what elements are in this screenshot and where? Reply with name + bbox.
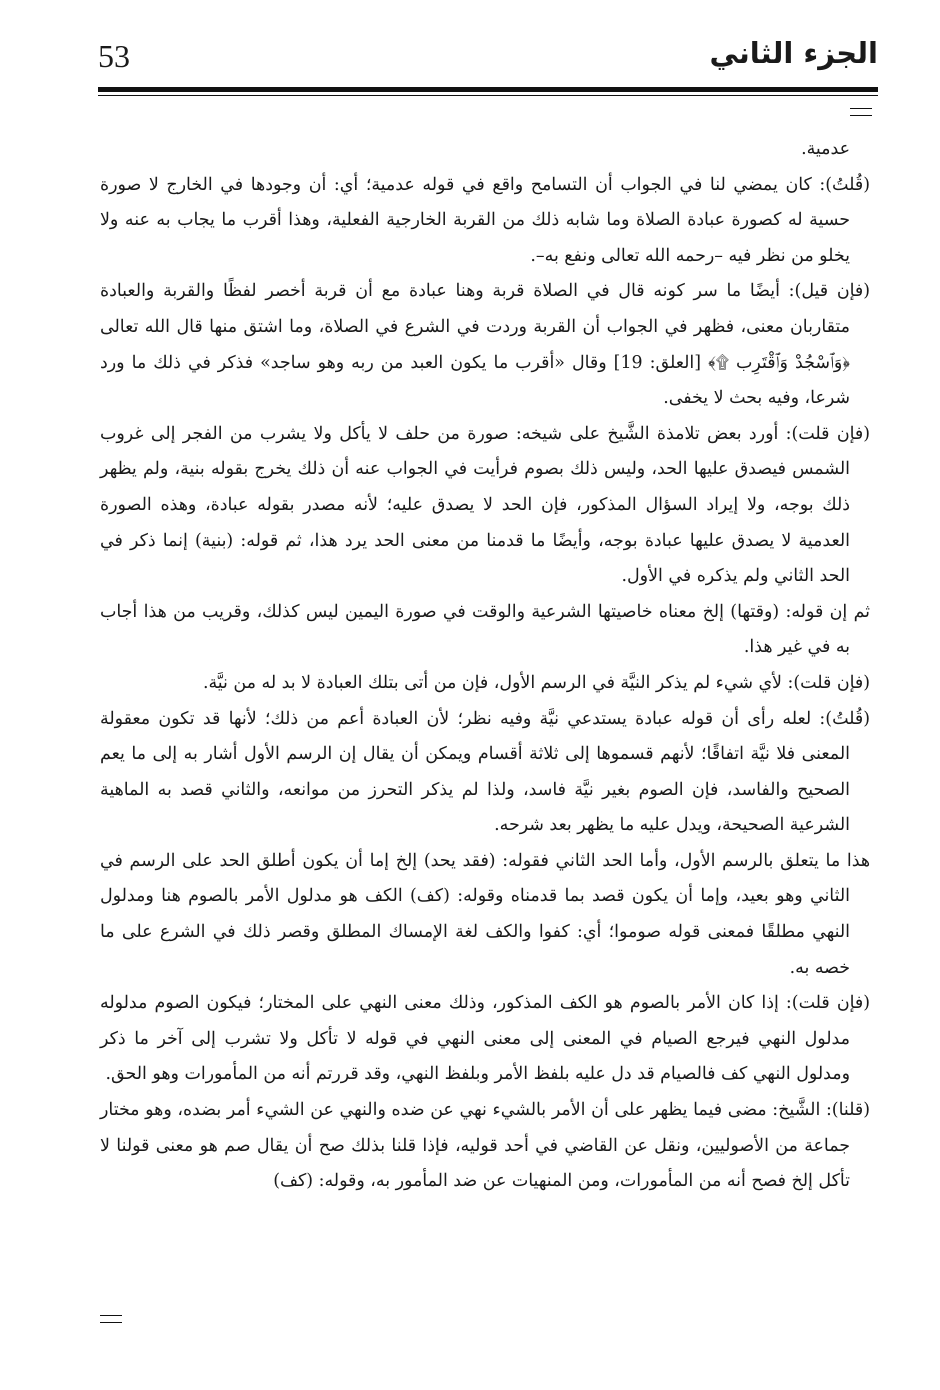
body-text xyxy=(100,132,870,1200)
header-rule-thick xyxy=(98,87,878,92)
paragraph: (قُلتُ): كان يمضي لنا في الجواب أن التسامح واقع في قوله عدمية؛ أي: أن وجودها في الخارج لا صورة حسية له كصورة عبادة الصلاة وما شابه ذلك من القربة الخارجية الفعلية، وهذا أقرب ما يجاب به عنه ولا يخلو من نظر فيه –رحمه الله تعالى ونفع به–. xyxy=(100,174,870,266)
paragraph: (قُلتُ): لعله رأى أن قوله عبادة يستدعي نيَّة وفيه نظر؛ لأن العبادة أعم من ذلك؛ لأنها قد تكون معقولة المعنى فلا نيَّة اتفاقًا؛ لأنهم قسموها إلى ثلاثة أقسام ويمكن أن يقال إن الرسم الأول أشار به إلى ما يعم الصحيح والفاسد، فإن الصوم بغير نيَّة فاسد، ولذا لم يذكر التحرز من موانعه، والثاني قصد به الماهية الشرعية الصحيحة، ويدل عليه ما يظهر بعد شرحه. xyxy=(100,708,870,836)
paragraph: عدمية. xyxy=(801,139,850,159)
continuation-mark-top xyxy=(850,108,872,116)
paragraph: (فإن قيل): أيضًا ما سر كونه قال في الصلاة قربة وهنا عبادة مع أن قربة أخصر لفظًا والقربة والعبادة متقاربان معنى، فظهر في الجواب أن القربة وردت في الشرع في الصلاة، وما اشتق منها قال الله تعالى ﴿وَٱسْجُدْ وَٱقْتَرِب ۩﴾ [العلق: 19] وقال «أقرب ما يكون العبد من ربه وهو ساجد» فذكر في ذلك ما ورد شرعا، وفيه بحث لا يخفى. xyxy=(100,281,870,409)
paragraph: (فإن قلت): إذا كان الأمر بالصوم هو الكف المذكور، وذلك معنى النهي على المختار؛ فيكون الصوم مدلوله مدلول النهي فيرجع الصيام في المعنى إلى معنى النهي في قوله لا تأكل ولا تشرب إلى آخر ما ذكر ومدلول النهي كف فالصيام قد دل عليه بلفظ الأمر وبلفظ النهي، وقد قررتم أنه من المأمورات وهو الحق. xyxy=(100,993,870,1085)
page-number: 53 xyxy=(98,38,130,74)
paragraph: ثم إن قوله: (وقتها) إلخ معناه خاصيتها الشرعية والوقت في صورة اليمين ليس كذلك، وقريب من هذا أجاب به في غير هذا. xyxy=(100,601,870,658)
paragraph: (فإن قلت): أورد بعض تلامذة الشَّيخ على شيخه: صورة من حلف لا يأكل ولا يشرب من الفجر إلى غروب الشمس فيصدق عليها الحد، وليس ذلك بصوم فرأيت في الجواب عنه أن ذلك يخرج بقوله بنية، ولم يظهر ذلك بوجه، ولا إيراد السؤال المذكور، فإن الحد لا يصدق عليه؛ لأنه مصدر بقوله عبادة، وهذه الصورة العدمية لا يصدق عليها عبادة بوجه، وأيضًا ما قدمنا من معنى الحد يرد هذا، ثم قوله: (بنية) إنما ذكر في الحد الثاني ولم يذكره في الأول. xyxy=(100,423,870,587)
paragraph: (قلنا): الشَّيخ: مضى فيما يظهر على أن الأمر بالشيء نهي عن ضده والنهي عن الشيء أمر بضده، وهو مختار جماعة من الأصوليين، ونقل عن القاضي في أحد قوليه، فإذا قلنا بذلك صح أن يقال صم هو معنى قولنا لا تأكل إلخ فصح أنه من المأمورات، ومن المنهيات عن ضد المأمور به، وقوله: (كف) xyxy=(100,1100,870,1192)
paragraph: هذا ما يتعلق بالرسم الأول، وأما الحد الثاني فقوله: (فقد يحد) إلخ إما أن يكون أطلق الحد على الرسم في الثاني وهو بعيد، وإما أن يكون قصد بما قدمناه وقوله: (كف) الكف هو مدلول الأمر بالصوم هنا ومدلول النهي مطلقًا فمعنى قوله صوموا؛ أي: كفوا والكف لغة الإمساك المطلق وقصر ذلك في الشرع على ما خصه به. xyxy=(100,850,870,978)
running-head: الجزء الثاني xyxy=(709,36,878,70)
page-header xyxy=(98,30,878,86)
header-rule-thin xyxy=(98,95,878,96)
continuation-mark-bottom xyxy=(100,1315,122,1323)
paragraph: (فإن قلت): لأي شيء لم يذكر النيَّة في الرسم الأول، فإن من أتى بتلك العبادة لا بد له من نيَّة. xyxy=(202,672,870,693)
